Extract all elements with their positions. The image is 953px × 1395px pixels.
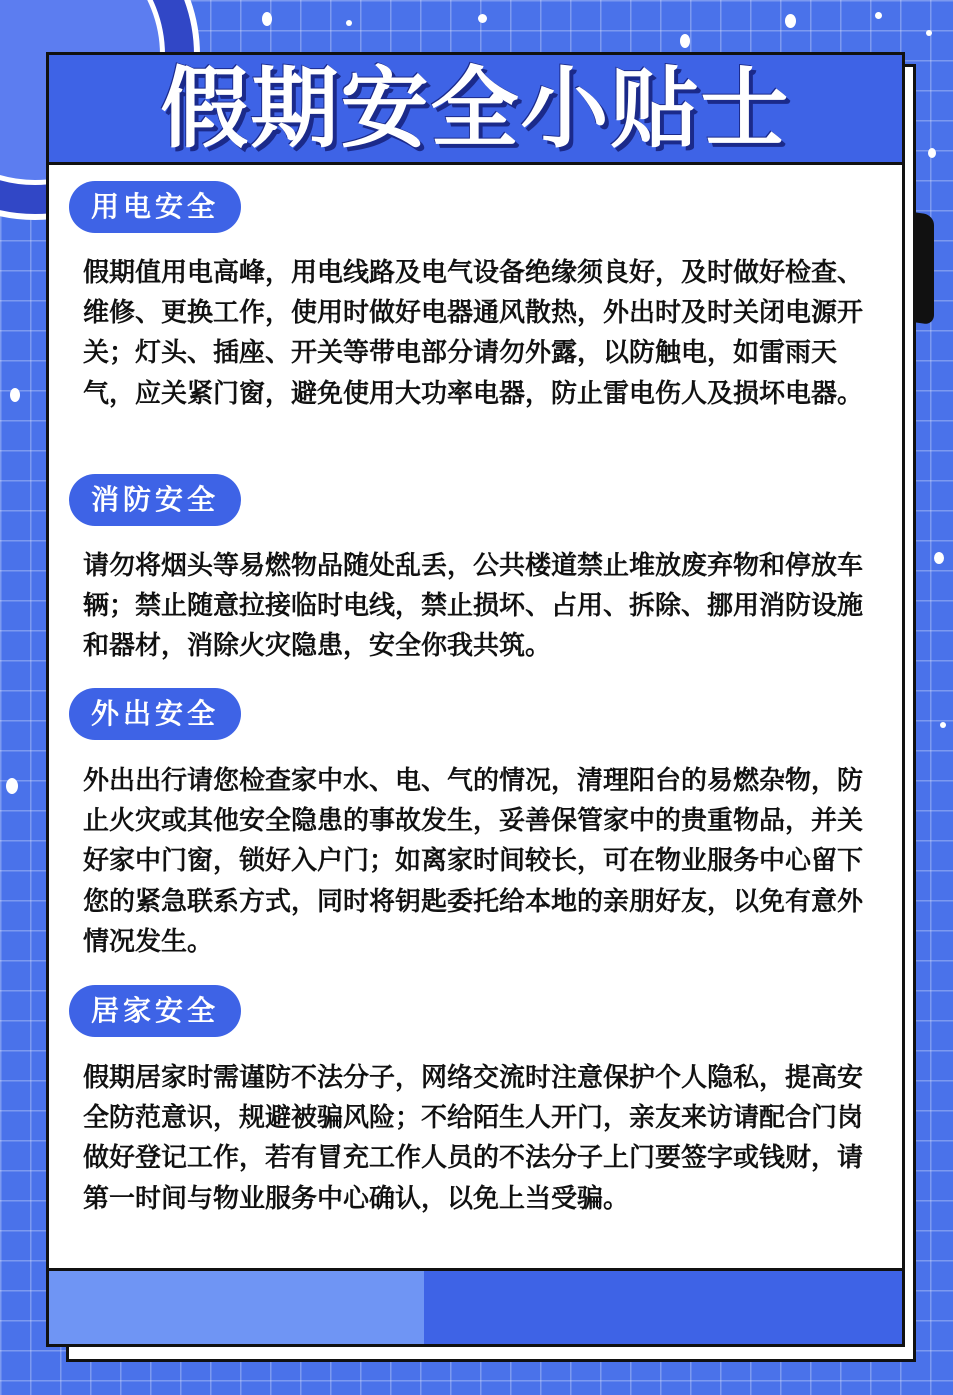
section-text-home: 假期居家时需谨防不法分子，网络交流时注意保护个人隐私，提高安全防范意识，规避被骗风险；不给陌生人开门，亲友来访请配合门岗做好登记工作，若有冒充工作人员的不法分子上门要签字或钱财，请第一时间与物业服务中心确认，以免上当受骗。 bbox=[83, 1063, 864, 1214]
section-text-fire: 请勿将烟头等易燃物品随处乱丢，公共楼道禁止堆放废弃物和停放车辆；禁止随意拉接临时电线，禁止损坏、占用、拆除、挪用消防设施和器材，消除火灾隐患，安全你我共筑。 bbox=[83, 551, 864, 662]
decorative-dot bbox=[262, 12, 272, 26]
decorative-dot bbox=[10, 388, 20, 402]
decorative-dot bbox=[934, 552, 944, 564]
section-text-electric: 假期值用电高峰，用电线路及电气设备绝缘须良好，及时做好检查、维修、更换工作，使用时做好电器通风散热，外出时及时关闭电源开关；灯头、插座、开关等带电部分请勿外露，以防触电，如雷雨天气，应关紧门窗，避免使用大功率电器，防止雷电伤人及损坏电器。 bbox=[83, 258, 864, 409]
card-header bbox=[49, 55, 902, 165]
decorative-dot bbox=[785, 14, 796, 28]
section-text-outing: 外出出行请您检查家中水、电、气的情况，清理阳台的易燃杂物，防止火灾或其他安全隐患的事故发生，妥善保管家中的贵重物品，并关好家中门窗，锁好入户门；如离家时间较长，可在物业服务中心留下您的紧急联系方式，同时将钥匙委托给本地的亲朋好友，以免有意外情况发生。 bbox=[83, 766, 864, 957]
decorative-dot bbox=[680, 34, 690, 48]
decorative-dot bbox=[928, 148, 936, 158]
decorative-dot bbox=[478, 14, 487, 23]
footer-block-right bbox=[424, 1268, 902, 1344]
decorative-dot bbox=[940, 722, 946, 728]
section-heading-outing: 外出安全 bbox=[69, 688, 241, 740]
section-heading-electric: 用电安全 bbox=[69, 181, 241, 233]
decorative-dot bbox=[875, 12, 882, 19]
section-heading-home: 居家安全 bbox=[69, 985, 241, 1037]
decorative-dot bbox=[926, 30, 932, 36]
page-title: 假期安全小贴士 bbox=[160, 57, 791, 160]
footer-block-left bbox=[49, 1268, 427, 1344]
tips-card bbox=[46, 52, 905, 1347]
decorative-dot bbox=[346, 20, 352, 26]
section-heading-fire: 消防安全 bbox=[69, 474, 241, 526]
decorative-dot bbox=[6, 778, 18, 794]
